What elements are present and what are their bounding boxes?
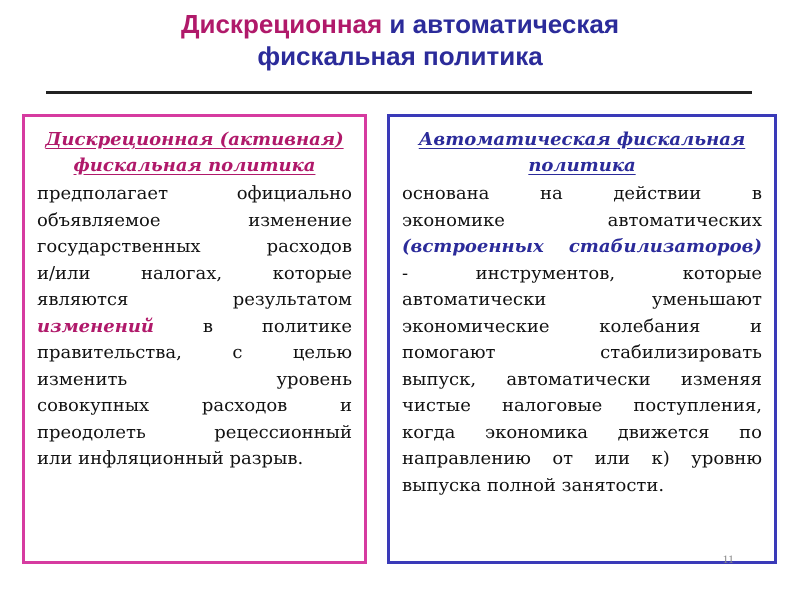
text-line: когда экономика движется по xyxy=(402,421,762,443)
text-line: правительства, с целью xyxy=(37,342,352,363)
text-line: - инструментов, которые xyxy=(402,262,762,284)
text-fragment: в политике xyxy=(154,315,352,337)
title-discretionary: Дискреционная xyxy=(180,9,383,39)
highlight-built-in-stabilizers: (встроенных стабилизаторов) xyxy=(402,236,762,257)
text-line: основана на действии в xyxy=(402,183,762,204)
text-line: выпуска полной занятости. xyxy=(402,474,665,496)
text-line-with-highlight xyxy=(37,314,352,341)
text-line: или инфляционный разрыв. xyxy=(37,448,304,469)
discretionary-description xyxy=(37,181,352,473)
title-divider xyxy=(46,91,752,94)
text-line: автоматически уменьшают xyxy=(402,289,762,310)
highlight-changes: изменений xyxy=(37,315,155,337)
text-line: и/или налогах, которые xyxy=(37,262,352,284)
page-number: 11 xyxy=(722,552,734,566)
text-line: выпуск, автоматически изменяя xyxy=(402,368,762,390)
text-line: предполагает официально xyxy=(37,183,352,204)
title-line-1 xyxy=(0,8,800,40)
text-line: преодолеть рецессионный xyxy=(37,421,352,443)
discretionary-policy-panel xyxy=(22,114,367,564)
automatic-policy-panel xyxy=(387,114,777,564)
slide-title xyxy=(0,8,800,72)
text-line: государственных расходов xyxy=(37,236,352,257)
discretionary-heading xyxy=(37,127,352,179)
automatic-heading-line-2: политика xyxy=(528,155,636,176)
title-automatic: и автоматическая xyxy=(382,9,620,39)
text-line: экономике автоматических xyxy=(402,209,762,231)
text-line: экономические колебания и xyxy=(402,315,762,337)
discretionary-heading-line-2: фискальная политика xyxy=(73,155,316,176)
text-line: изменить уровень xyxy=(37,368,352,390)
title-line-2: фискальная политика xyxy=(257,41,543,71)
discretionary-heading-line-1: Дискреционная (активная) xyxy=(45,129,344,150)
text-line: чистые налоговые поступления, xyxy=(402,395,762,416)
automatic-heading xyxy=(402,127,762,179)
text-line: объявляемое изменение xyxy=(37,209,352,231)
text-line: являются результатом xyxy=(37,289,352,310)
text-line: помогают стабилизировать xyxy=(402,342,762,363)
text-line: направлению от или к) уровню xyxy=(402,448,762,469)
text-line: совокупных расходов и xyxy=(37,395,352,416)
automatic-heading-line-1: Автоматическая фискальная xyxy=(418,129,746,150)
automatic-description xyxy=(402,181,762,499)
